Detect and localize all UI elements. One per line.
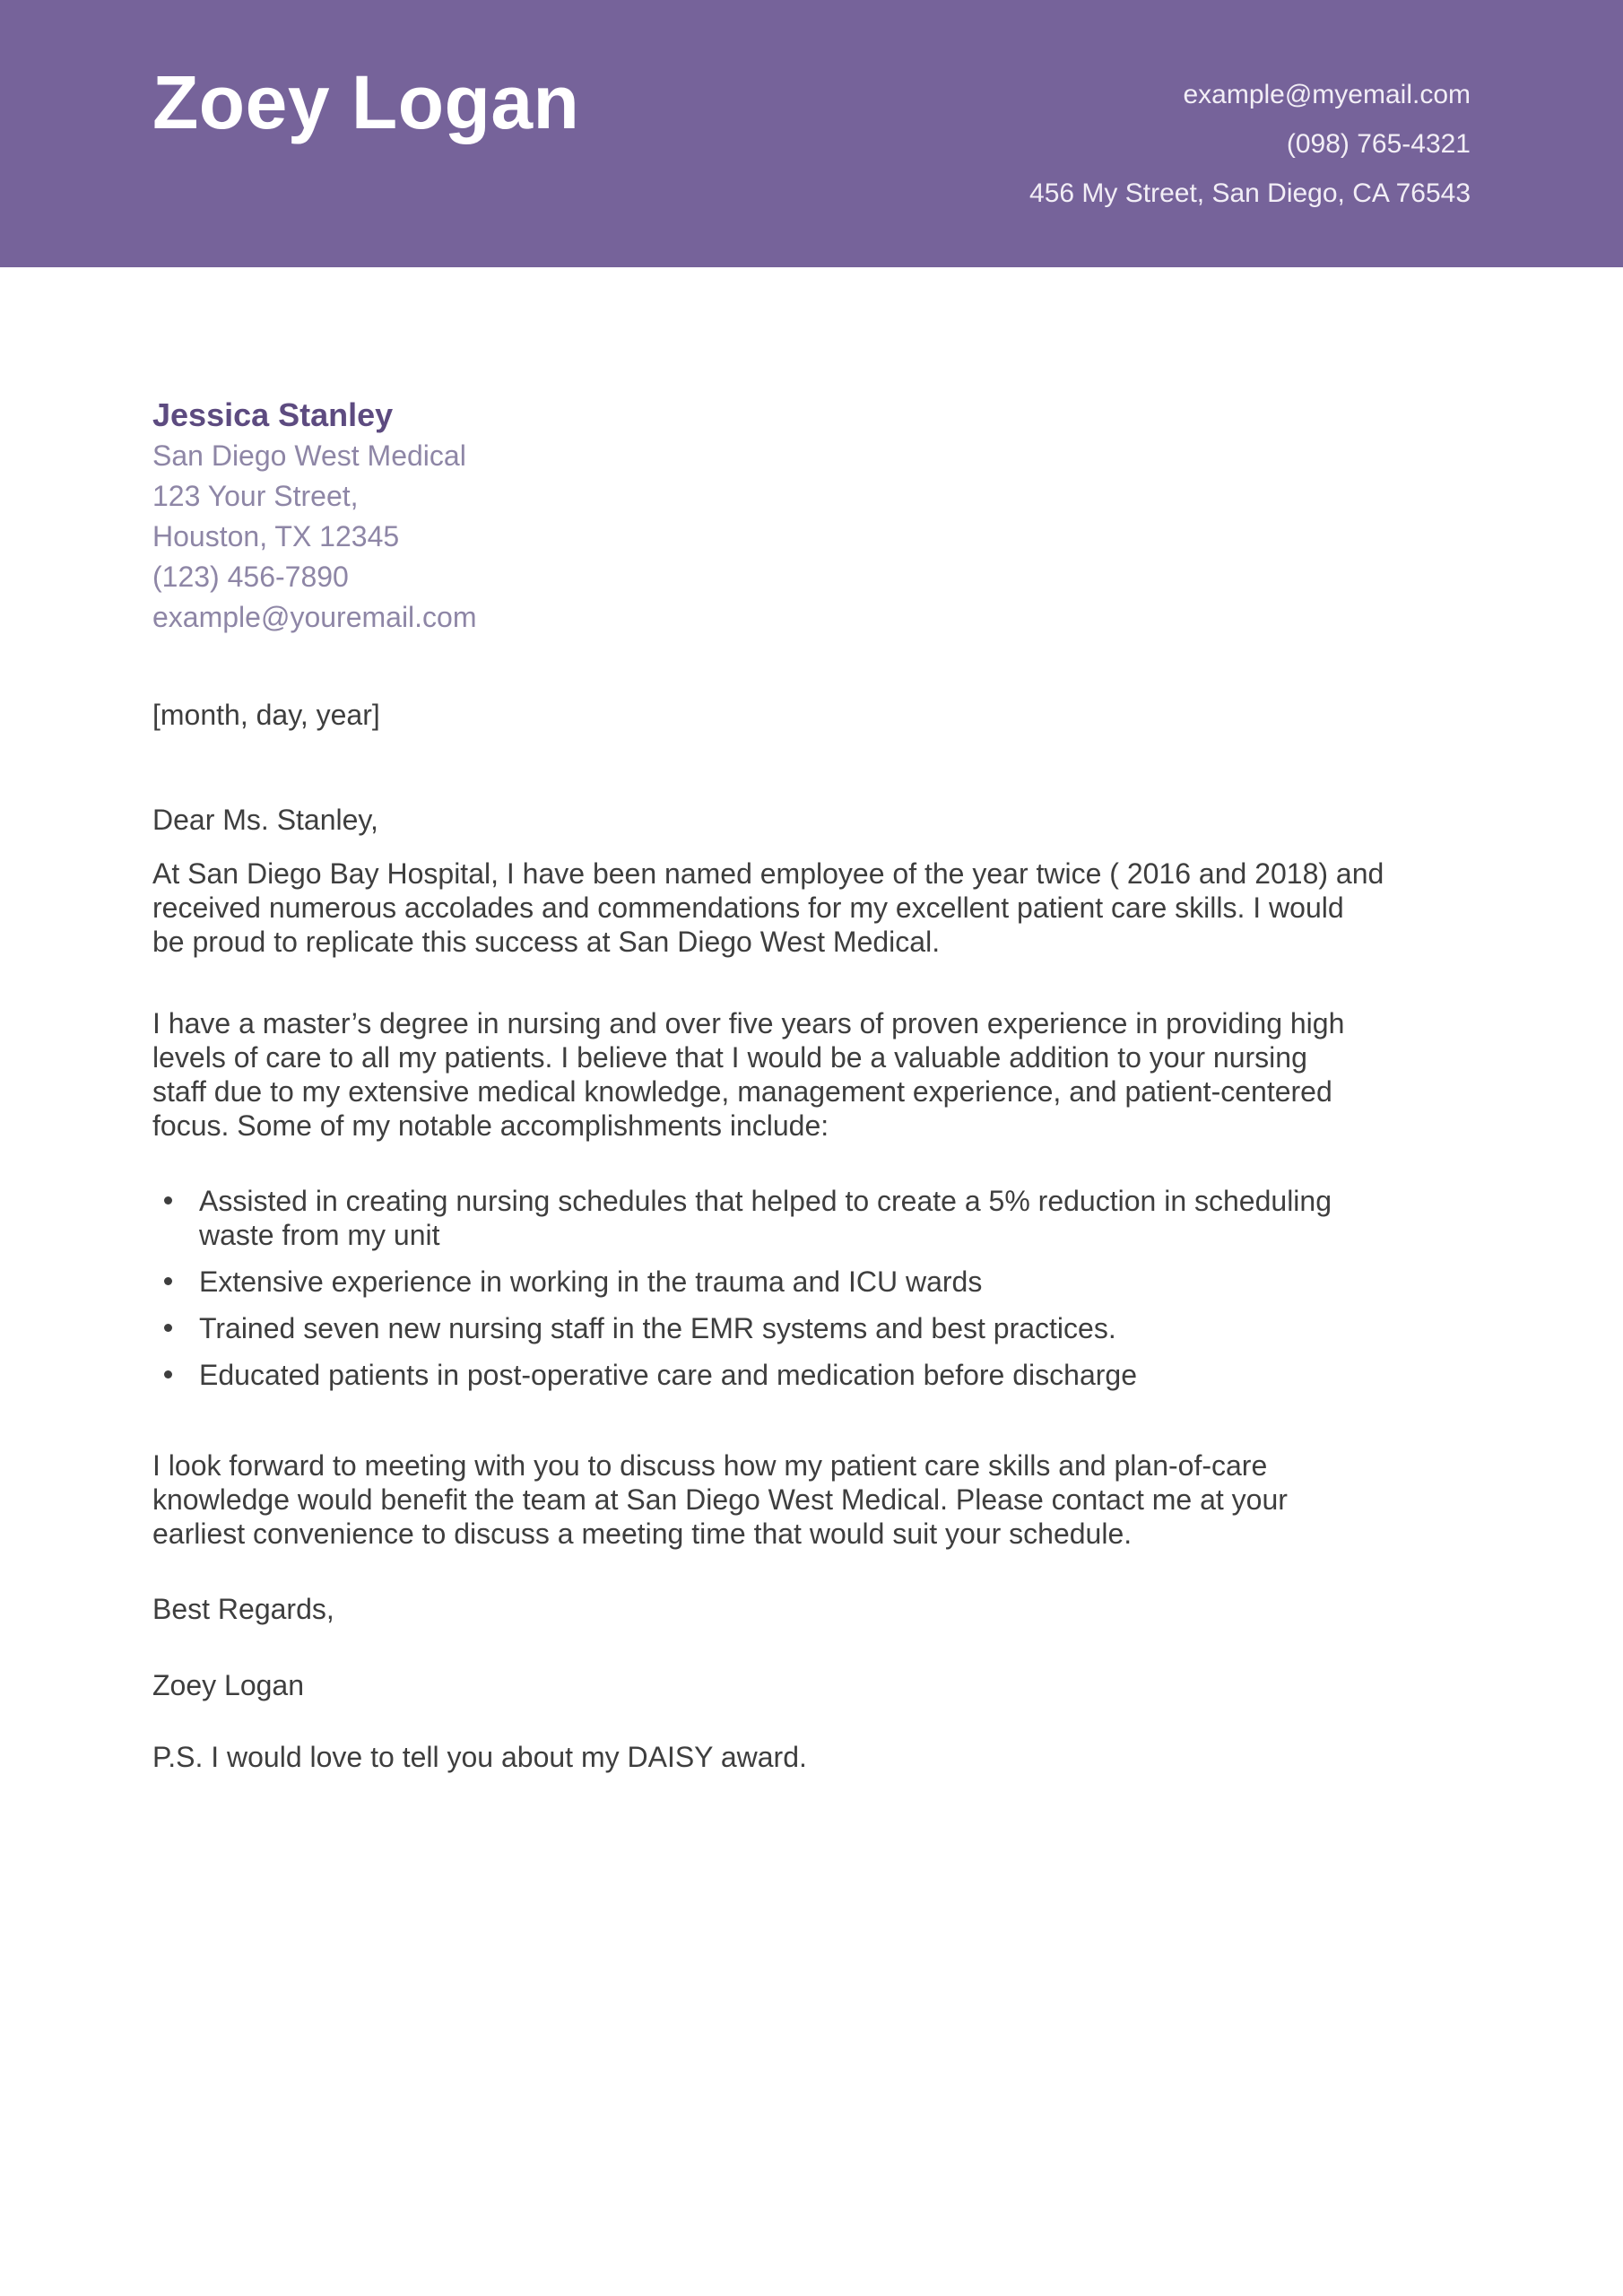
accomplishment-item: Trained seven new nursing staff in the EMR systems and best practices. [152,1311,1471,1345]
recipient-street: 123 Your Street, [152,480,359,512]
contact-address: 456 My Street, San Diego, CA 76543 [1029,178,1471,208]
accomplishment-item: Assisted in creating nursing schedules that helped to create a 5% reduction in scheduling waste from my unit [152,1184,1471,1252]
recipient-phone: (123) 456-7890 [152,561,349,593]
signature-name: Zoey Logan [152,1669,305,1701]
letter-body [0,395,1623,1774]
salutation: Dear Ms. Stanley, [152,804,378,836]
accomplishment-item: Extensive experience in working in the trauma and ICU wards [152,1265,1471,1299]
letter-date: [month, day, year] [152,699,380,731]
contact-block [1029,70,1471,218]
contact-phone: (098) 765-4321 [1286,129,1471,159]
postscript: P.S. I would love to tell you about my DAISY award. [152,1741,807,1773]
paragraph-intro: At San Diego Bay Hospital, I have been named employee of the year twice ( 2016 and 2018) and received numerous accolades and commendations for my excellent patient care skills. I would be proud to replicate this success at San Diego West Medical. [152,857,1384,958]
candidate-name: Zoey Logan [152,60,580,144]
recipient-city: Houston, TX 12345 [152,520,400,552]
accomplishment-item: Educated patients in post-operative care and medication before discharge [152,1358,1471,1392]
recipient-company: San Diego West Medical [152,439,466,472]
paragraph-closing: I look forward to meeting with you to discuss how my patient care skills and plan-of-care knowledge would benefit the team at San Diego West Medical. Please contact me at your earliest convenience to discuss a meeting time that would suit your schedule. [152,1449,1288,1550]
header-band [0,0,1623,267]
recipient-name: Jessica Stanley [152,396,394,433]
accomplishments-list [152,1184,1471,1392]
contact-email: example@myemail.com [1183,80,1471,109]
recipient-email: example@youremail.com [152,601,477,633]
paragraph-qualifications: I have a master’s degree in nursing and over five years of proven experience in providing high levels of care to all my patients. I believe that I would be a valuable addition to your nursing staff due to my extensive medical knowledge, management experience, and patient-centered focus. Some of my notable accomplishments include: [152,1007,1345,1142]
closing-regards: Best Regards, [152,1593,334,1625]
recipient-block [152,395,1471,638]
